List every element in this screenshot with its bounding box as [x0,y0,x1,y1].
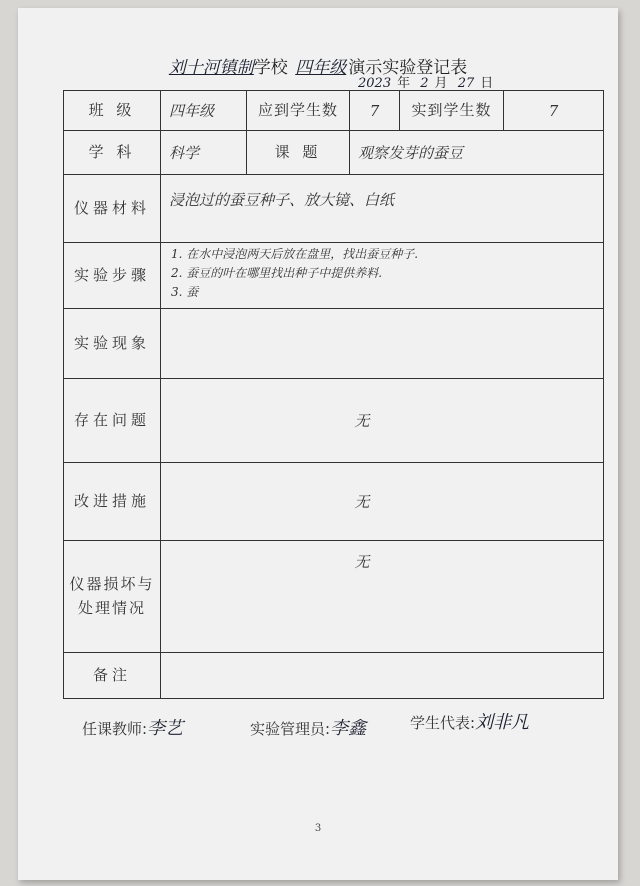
student-signature [410,708,529,734]
step-item: 1. 在水中浸泡两天后放在盘里，找出蚕豆种子. [171,247,419,261]
class-value: 四年级 [161,91,247,131]
date-year-label: 年 [397,76,411,91]
notes-value [161,653,604,699]
row-problems [64,379,604,463]
step-item: 2. 蚕豆的叶在哪里找出种子中提供养料. [171,266,383,280]
student-label: 学生代表: [410,714,476,732]
row-subject [64,131,604,175]
damage-label: 仪器损坏与处理情况 [64,541,161,653]
topic-label: 课 题 [247,131,350,175]
date-year: 2023 [358,76,392,91]
materials-value: 浸泡过的蚕豆种子、放大镜、白纸 [161,175,604,243]
actual-value: 7 [504,91,604,131]
topic-value: 观察发芽的蚕豆 [350,131,604,175]
row-improve [64,463,604,541]
date-month: 2 [420,76,429,91]
expected-value: 7 [350,91,400,131]
page-number: 3 [314,823,322,834]
teacher-signature [82,714,183,740]
teacher-label: 任课教师: [82,720,148,738]
phenomenon-label: 实验现象 [64,309,161,379]
row-class [64,91,604,131]
subject-value: 科学 [161,131,247,175]
row-phenomenon [64,309,604,379]
expected-label: 应到学生数 [247,91,350,131]
problems-value: 无 [161,379,604,463]
admin-signature [250,714,366,740]
student-name: 刘非凡 [475,712,530,733]
title-suffix: 演示实验登记表 [348,58,468,78]
row-damage [64,541,604,653]
actual-label: 实到学生数 [400,91,504,131]
title-grade: 四年级 [295,58,347,78]
teacher-name: 李艺 [147,718,184,739]
improve-value: 无 [161,463,604,541]
registration-table [63,90,604,699]
row-notes [64,653,604,699]
materials-label: 仪器材料 [64,175,161,243]
damage-value: 无 [161,541,604,653]
problems-label: 存在问题 [64,379,161,463]
school-suffix: 学校 [253,58,288,78]
class-label: 班 级 [64,91,161,131]
row-materials [64,175,604,243]
notes-label: 备注 [64,653,161,699]
school-name: 刘十河镇制 [168,58,254,78]
subject-label: 学 科 [64,131,161,175]
steps-label: 实验步骤 [64,243,161,309]
form-date [358,72,499,91]
form-title [18,53,618,78]
step-item: 3. 蚕 [171,285,199,299]
row-steps [64,243,604,309]
admin-label: 实验管理员: [250,720,331,738]
paper-sheet [18,8,618,880]
phenomenon-value [161,309,604,379]
date-day-label: 日 [480,76,494,91]
date-day: 27 [457,76,475,91]
admin-name: 李鑫 [330,718,367,739]
date-month-label: 月 [434,76,448,91]
improve-label: 改进措施 [64,463,161,541]
steps-list [161,243,604,309]
